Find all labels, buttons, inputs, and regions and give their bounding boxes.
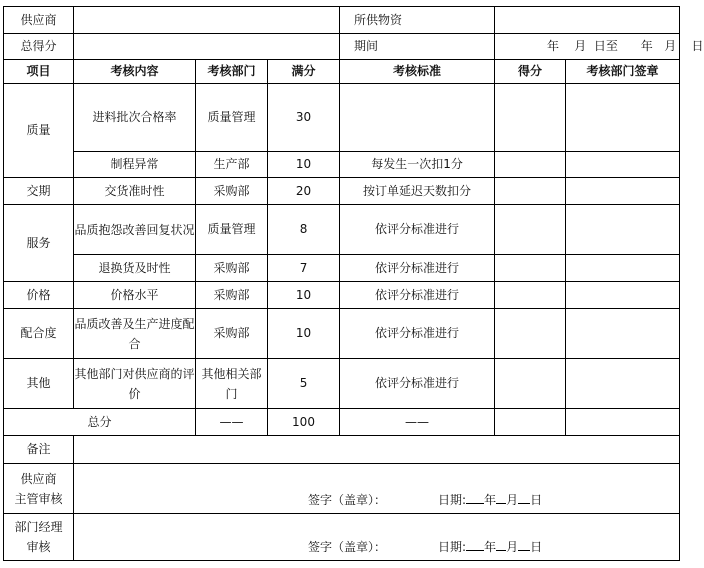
delivery-content: 交货准时性 xyxy=(74,178,196,205)
category-delivery: 交期 xyxy=(4,178,74,205)
service-full-1: 8 xyxy=(268,205,340,255)
other-full: 5 xyxy=(268,359,340,409)
quality-content-1: 进料批次合格率 xyxy=(74,84,196,152)
period-label: 期间 xyxy=(340,34,495,60)
quality-content-2: 制程异常 xyxy=(74,152,196,178)
other-sign[interactable] xyxy=(566,359,680,409)
category-cooperation: 配合度 xyxy=(4,309,74,359)
service-standard-1: 依评分标准进行 xyxy=(340,205,495,255)
delivery-full: 20 xyxy=(268,178,340,205)
material-label: 所供物资 xyxy=(340,7,495,34)
price-full: 10 xyxy=(268,282,340,309)
remark-value[interactable] xyxy=(74,436,680,464)
other-standard: 依评分标准进行 xyxy=(340,359,495,409)
supplier-label: 供应商 xyxy=(4,7,74,34)
category-quality: 质量 xyxy=(4,84,74,178)
material-value[interactable] xyxy=(495,7,680,34)
coop-content: 品质改善及生产进度配合 xyxy=(74,309,196,359)
quality-score-2[interactable] xyxy=(495,152,566,178)
total-score-label: 总得分 xyxy=(4,34,74,60)
remark-label: 备注 xyxy=(4,436,74,464)
price-score[interactable] xyxy=(495,282,566,309)
quality-sign-1[interactable] xyxy=(566,84,680,152)
header-dept: 考核部门 xyxy=(196,60,268,84)
total-dept: —— xyxy=(196,409,268,436)
other-content: 其他部门对供应商的评价 xyxy=(74,359,196,409)
manager-review-signature[interactable]: 签字（盖章）： 日期: 年 月 日 xyxy=(74,514,680,561)
other-score[interactable] xyxy=(495,359,566,409)
service-standard-2: 依评分标准进行 xyxy=(340,255,495,282)
other-dept: 其他相关部门 xyxy=(196,359,268,409)
period-value[interactable]: 年 月 日至 年 月 日 xyxy=(495,34,680,60)
total-full: 100 xyxy=(268,409,340,436)
header-item: 项目 xyxy=(4,60,74,84)
coop-sign[interactable] xyxy=(566,309,680,359)
header-signature: 考核部门签章 xyxy=(566,60,680,84)
sign-label: 签字（盖章）： xyxy=(308,540,387,554)
quality-score-1[interactable] xyxy=(495,84,566,152)
coop-dept: 采购部 xyxy=(196,309,268,359)
service-score-1[interactable] xyxy=(495,205,566,255)
service-sign-1[interactable] xyxy=(566,205,680,255)
category-service: 服务 xyxy=(4,205,74,282)
service-sign-2[interactable] xyxy=(566,255,680,282)
supplier-review-label: 供应商 主管审核 xyxy=(4,464,74,514)
total-sign[interactable] xyxy=(566,409,680,436)
coop-score[interactable] xyxy=(495,309,566,359)
service-content-2: 退换货及时性 xyxy=(74,255,196,282)
quality-full-1: 30 xyxy=(268,84,340,152)
service-dept-2: 采购部 xyxy=(196,255,268,282)
date-label: 日期: xyxy=(438,540,467,554)
price-dept: 采购部 xyxy=(196,282,268,309)
supplier-review-signature[interactable]: 签字（盖章）： 日期: 年 月 日 xyxy=(74,464,680,514)
delivery-sign[interactable] xyxy=(566,178,680,205)
date-label: 日期: xyxy=(438,493,467,507)
quality-standard-2: 每发生一次扣1分 xyxy=(340,152,495,178)
coop-standard: 依评分标准进行 xyxy=(340,309,495,359)
category-other: 其他 xyxy=(4,359,74,409)
total-score-value[interactable] xyxy=(74,34,340,60)
price-sign[interactable] xyxy=(566,282,680,309)
header-full-score: 满分 xyxy=(268,60,340,84)
quality-sign-2[interactable] xyxy=(566,152,680,178)
total-score[interactable] xyxy=(495,409,566,436)
price-content: 价格水平 xyxy=(74,282,196,309)
delivery-score[interactable] xyxy=(495,178,566,205)
service-dept-1: 质量管理 xyxy=(196,205,268,255)
delivery-dept: 采购部 xyxy=(196,178,268,205)
quality-full-2: 10 xyxy=(268,152,340,178)
supplier-evaluation-form xyxy=(3,6,704,561)
quality-dept-2: 生产部 xyxy=(196,152,268,178)
quality-standard-1[interactable] xyxy=(340,84,495,152)
sign-label: 签字（盖章）： xyxy=(308,493,387,507)
header-score: 得分 xyxy=(495,60,566,84)
service-content-1: 品质抱怨改善回复状况 xyxy=(74,205,196,255)
service-score-2[interactable] xyxy=(495,255,566,282)
category-price: 价格 xyxy=(4,282,74,309)
service-full-2: 7 xyxy=(268,255,340,282)
header-standard: 考核标准 xyxy=(340,60,495,84)
price-standard: 依评分标准进行 xyxy=(340,282,495,309)
manager-review-label: 部门经理 审核 xyxy=(4,514,74,561)
header-content: 考核内容 xyxy=(74,60,196,84)
coop-full: 10 xyxy=(268,309,340,359)
total-label: 总分 xyxy=(4,409,196,436)
supplier-value[interactable] xyxy=(74,7,340,34)
total-standard: —— xyxy=(340,409,495,436)
delivery-standard: 按订单延迟天数扣分 xyxy=(340,178,495,205)
quality-dept-1: 质量管理 xyxy=(196,84,268,152)
